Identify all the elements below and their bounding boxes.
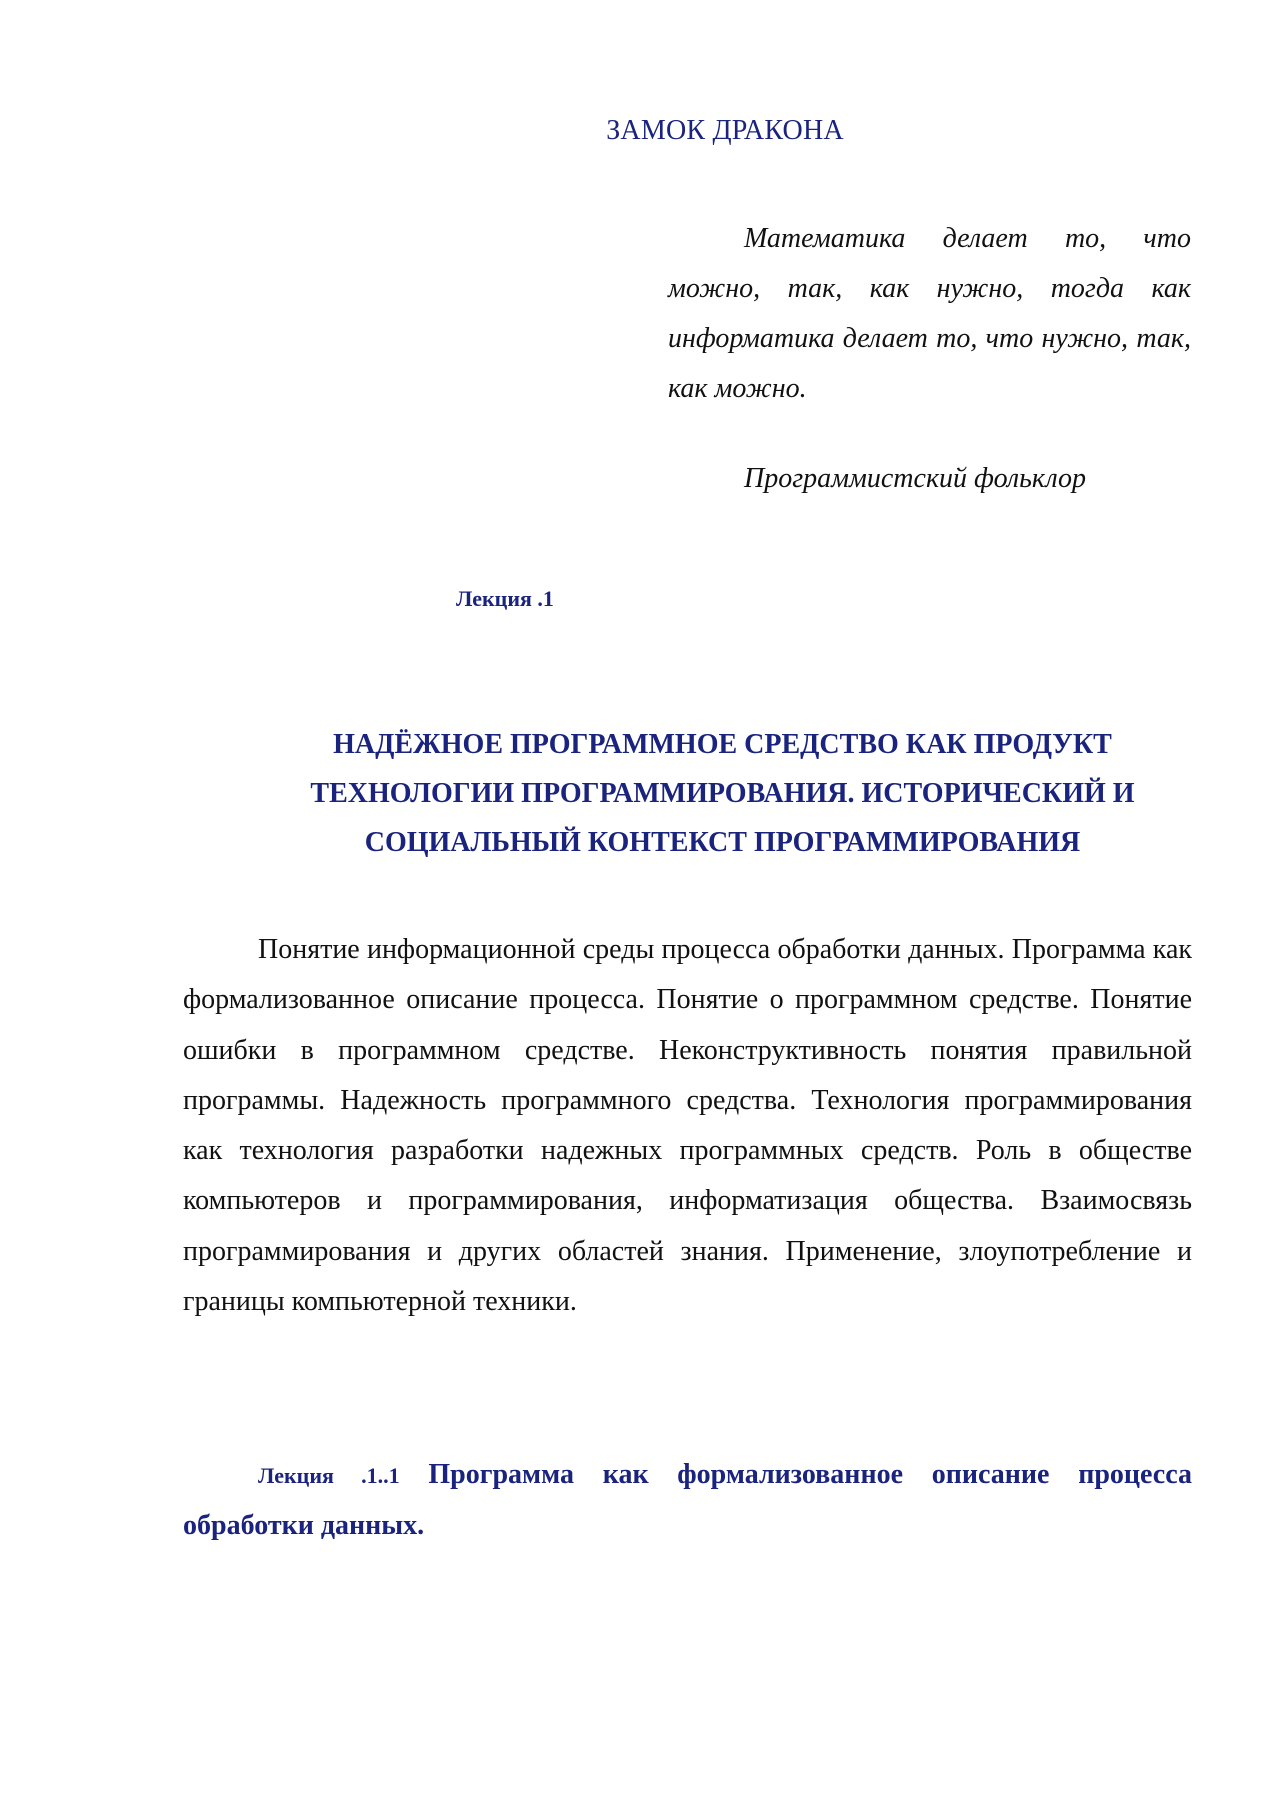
lecture-label: Лекция .1	[456, 586, 554, 611]
document-title: ЗАМОК ДРАКОНА	[606, 115, 844, 146]
lecture-heading: НАДЁЖНОЕ ПРОГРАММНОЕ СРЕДСТВО КАК ПРОДУКТ ТЕХНОЛОГИИ ПРОГРАММИРОВАНИЯ. ИСТОРИЧЕСКИЙ И СОЦИАЛЬНЫЙ КОНТЕКСТ ПРОГРАММИРОВАНИЯ	[310, 729, 1135, 858]
epigraph-source: Программистский фольклор	[744, 463, 1087, 494]
lecture-summary: Понятие информационной среды процесса обработки данных. Программа как формализованное описание процесса. Понятие о программном средстве. Понятие ошибки в программном средстве. Неконструктивность понятия правильной программы. Надежность программного средства. Технология программирования как технология разработки надежных программных средств. Роль в обществе компьютеров и программирования, информатизация общества. Взаимосвязь программирования и других областей знания. Применение, злоупотребление и границы компьютерной техники.	[183, 934, 1192, 1318]
subsection-number: Лекция .1..1	[258, 1463, 400, 1488]
subsection-heading	[183, 1450, 1192, 1551]
subsection-title: Программа как формализованное описание процесса обработки данных.	[183, 1459, 1192, 1541]
epigraph-text: Математика делает то, что можно, так, как нужно, тогда как информатика делает то, что нужно, так, как можно.	[668, 223, 1191, 404]
